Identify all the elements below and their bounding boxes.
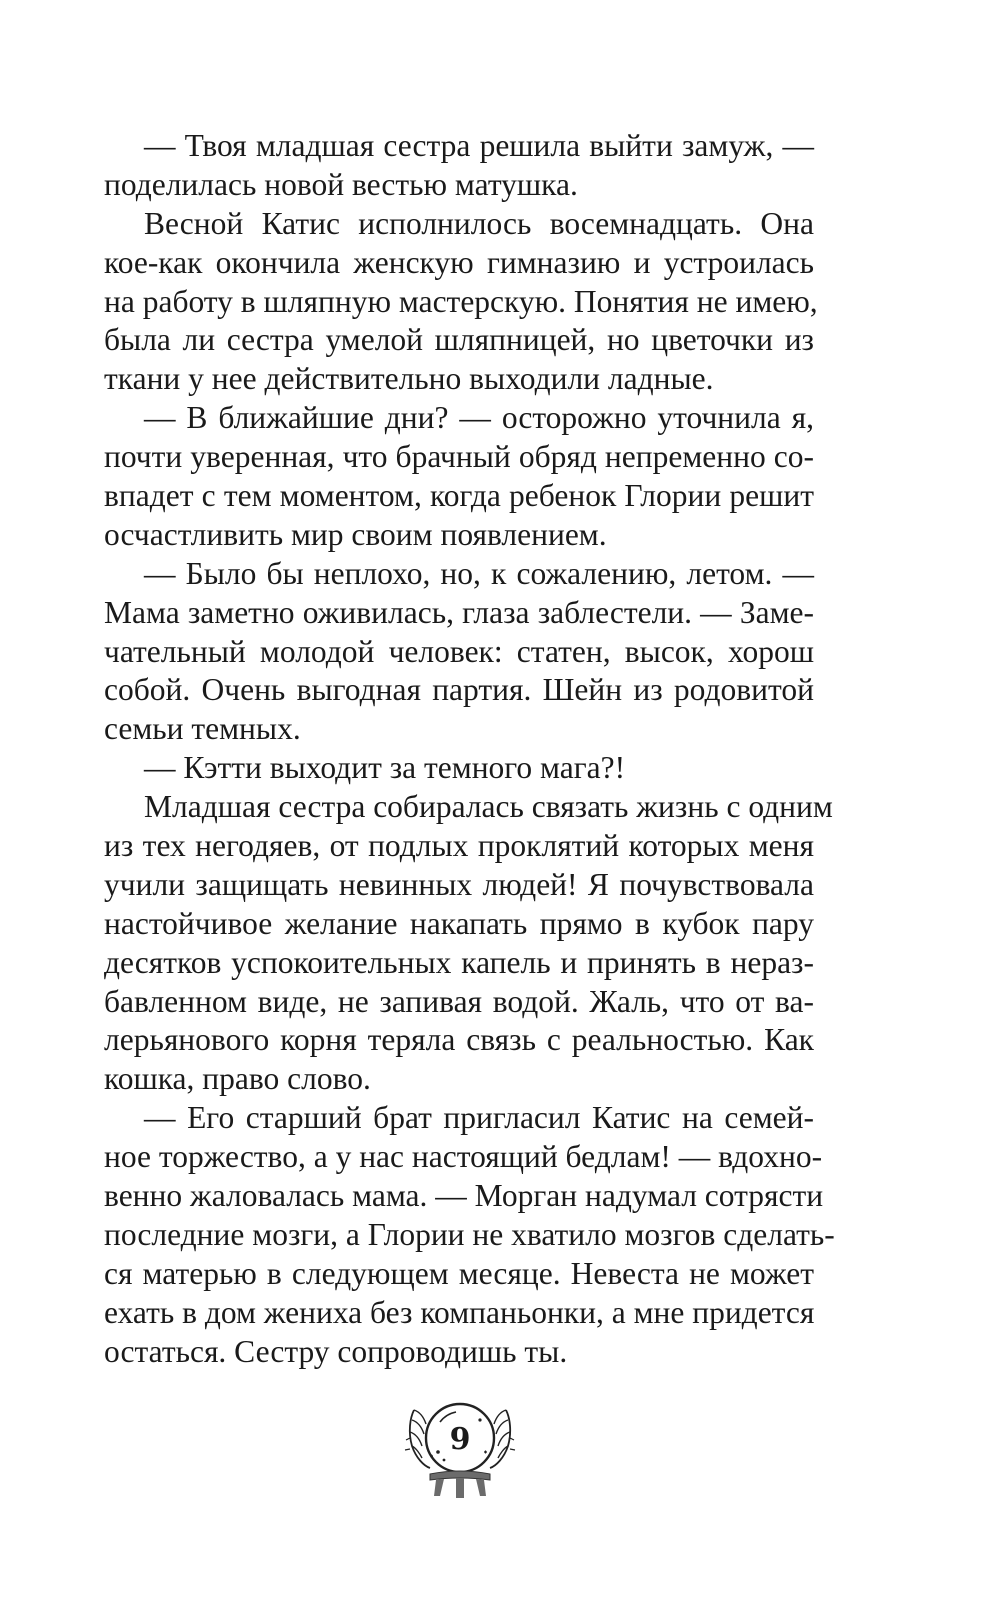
text-line: бавленном виде, не запивая водой. Жаль, что от ва- bbox=[104, 983, 814, 1019]
text-line: кое-как окончила женскую гимназию и устроилась bbox=[104, 244, 814, 280]
text-line: Весной Катис исполнилось восемнадцать. Она bbox=[144, 205, 814, 241]
body-text bbox=[104, 127, 835, 1372]
text-line: семьи темных. bbox=[104, 711, 301, 747]
text-line: ся матерью в следующем месяце. Невеста не может bbox=[104, 1255, 814, 1291]
text-line: почти уверенная, что брачный обряд непременно со- bbox=[104, 439, 814, 475]
text-line: остаться. Сестру сопроводишь ты. bbox=[104, 1333, 568, 1369]
text-line: Младшая сестра собиралась связать жизнь с одним bbox=[144, 789, 833, 825]
page-number: 9 bbox=[449, 1422, 471, 1457]
text-line: поделилась новой вестью матушка. bbox=[104, 166, 578, 202]
text-line: Мама заметно оживилась, глаза заблестели. — Заме- bbox=[104, 594, 814, 630]
page-number-ornament bbox=[400, 1390, 520, 1500]
text-line: — Кэтти выходит за темного мага?! bbox=[144, 750, 626, 786]
text-line: кошка, право слово. bbox=[104, 1061, 371, 1097]
text-line: впадет с тем моментом, когда ребенок Глории решит bbox=[104, 478, 814, 514]
text-line: ное торжество, а у нас настоящий бедлам! — вдохно- bbox=[104, 1139, 823, 1175]
text-line: последние мозги, а Глории не хватило мозгов сделать- bbox=[104, 1216, 835, 1252]
text-line: настойчивое желание накапать прямо в кубок пару bbox=[104, 905, 814, 941]
text-line: собой. Очень выгодная партия. Шейн из родовитой bbox=[104, 672, 814, 708]
text-line: чательный молодой человек: статен, высок, хорош bbox=[104, 633, 814, 669]
text-line: десятков успокоительных капель и принять в нераз- bbox=[104, 944, 814, 980]
text-line: — Твоя младшая сестра решила выйти замуж, — bbox=[144, 128, 814, 163]
text-line: ехать в дом жениха без компаньонки, а мне придется bbox=[104, 1294, 815, 1330]
text-line: — Было бы неплохо, но, к сожалению, летом. — bbox=[144, 555, 814, 591]
text-line: осчастливить мир своим появлением. bbox=[104, 516, 607, 552]
text-line: из тех негодяев, от подлых проклятий которых меня bbox=[104, 828, 814, 864]
text-line: ткани у нее действительно выходили ладные. bbox=[104, 361, 714, 397]
text-line: на работу в шляпную мастерскую. Понятия не имею, bbox=[104, 283, 818, 319]
text-line: венно жаловалась мама. — Морган надумал сотрясти bbox=[104, 1178, 824, 1214]
text-line: лерьянового корня теряла связь с реальностью. Как bbox=[104, 1022, 814, 1058]
crystal-ball-with-hands-icon bbox=[400, 1390, 520, 1500]
text-line: — Его старший брат пригласил Катис на семей- bbox=[144, 1100, 814, 1136]
text-line: — В ближайшие дни? — осторожно уточнила я, bbox=[144, 400, 814, 436]
text-line: учили защищать невинных людей! Я почувствовала bbox=[104, 866, 814, 902]
text-line: была ли сестра умелой шляпницей, но цветочки из bbox=[104, 322, 814, 358]
